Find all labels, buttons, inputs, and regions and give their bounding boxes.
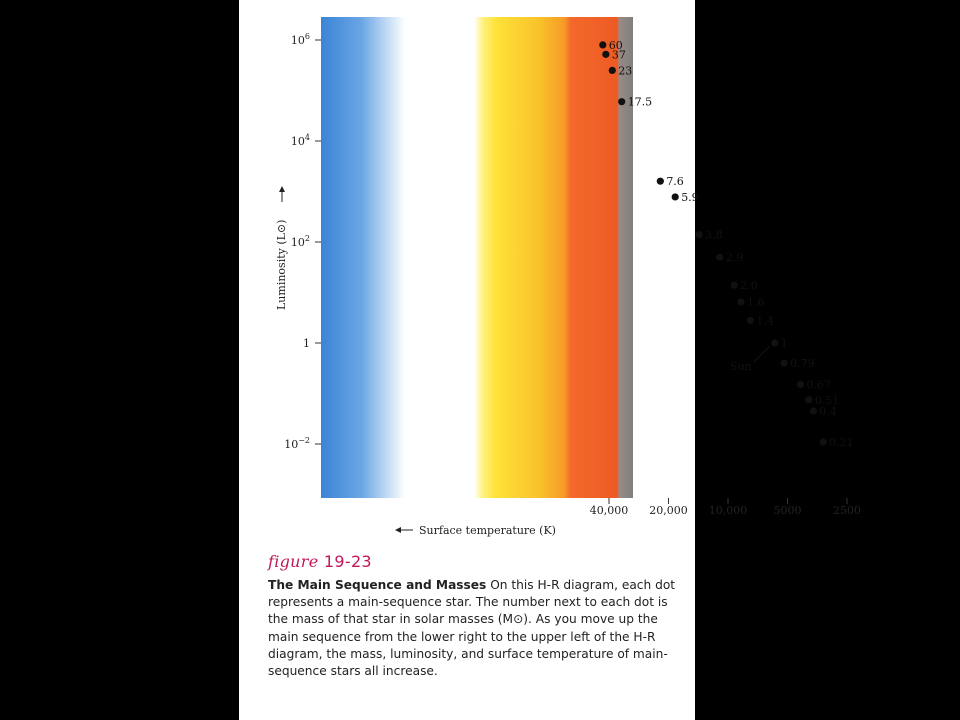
star-dot <box>737 298 744 305</box>
figure-word: figure <box>268 552 319 571</box>
x-tick-label: 5000 <box>773 504 802 517</box>
caption-body: On this H-R diagram, each dot represents a main-sequence star. The number next to each dot is the mass of that star in solar masses (M⊙). As you move up the main sequence from the lower right to the upper left of the H-R diagram, the mass, luminosity, and surface temperature of main-sequence stars all increase. <box>268 578 676 679</box>
star-mass-label: 0.21 <box>829 435 854 449</box>
y-tick-base: 10 <box>290 135 305 148</box>
x-tick-label: 10,000 <box>708 504 748 517</box>
sun-annotation <box>730 346 770 373</box>
y-tick-label <box>303 337 310 350</box>
star-mass-label: 0.79 <box>790 357 815 371</box>
y-tick-exponent: 6 <box>304 32 310 41</box>
star-dot <box>618 98 625 105</box>
star-mass-label: 2.0 <box>740 279 758 293</box>
star-mass-label: 5.9 <box>681 190 699 204</box>
star-dot <box>609 67 616 74</box>
star-dot <box>696 231 703 238</box>
star-mass-label: 1 <box>780 337 788 350</box>
star-dot <box>602 51 609 58</box>
x-axis <box>590 498 861 517</box>
y-axis <box>284 32 321 451</box>
star-mass-label: 7.6 <box>666 175 684 189</box>
y-tick-base: 10 <box>284 438 299 451</box>
x-axis-title <box>395 524 556 537</box>
star-mass-label: 1.6 <box>746 295 765 309</box>
star-dot <box>731 282 738 289</box>
x-axis-label: Surface temperature (K) <box>419 524 556 537</box>
x-tick-label: 2500 <box>833 504 861 517</box>
y-tick-label <box>291 234 310 249</box>
star-mass-label: 37 <box>611 48 626 62</box>
star-mass-label: 2.9 <box>725 251 744 265</box>
sun-label: Sun <box>730 360 752 373</box>
x-axis-arrowhead <box>395 527 401 533</box>
star-dot <box>810 407 817 414</box>
star-mass-label: 23 <box>618 64 633 78</box>
y-axis-label: Luminosity (L⊙) <box>275 219 288 310</box>
plot-background <box>321 17 633 498</box>
x-tick-label: 40,000 <box>589 504 629 517</box>
figure-title <box>268 552 678 571</box>
y-tick-exponent: 2 <box>304 234 310 243</box>
y-tick-base: 1 <box>303 337 310 350</box>
caption-text <box>268 577 678 680</box>
x-tick-label: 20,000 <box>649 504 688 517</box>
figure-number: 19-23 <box>323 552 372 571</box>
hr-diagram <box>239 0 861 550</box>
star-dot <box>657 178 664 185</box>
star-dot <box>599 41 606 48</box>
y-tick-label <box>291 32 310 47</box>
y-axis-arrowhead <box>279 186 285 192</box>
y-tick-label <box>284 436 310 451</box>
textbook-page <box>239 0 861 720</box>
data-points <box>599 39 853 449</box>
star-dot <box>747 317 754 324</box>
star-mass-label: 0.51 <box>814 393 840 407</box>
y-tick-base: 10 <box>290 236 305 249</box>
star-mass-label: 1.4 <box>756 314 774 328</box>
sun-pointer-line <box>754 346 770 362</box>
y-tick-exponent: −2 <box>298 436 310 445</box>
star-mass-label: 3.8 <box>705 228 723 242</box>
y-tick-base: 10 <box>290 34 305 47</box>
y-tick-label <box>291 133 310 148</box>
caption-heading: The Main Sequence and Masses <box>268 578 487 592</box>
star-mass-label: 0.67 <box>806 378 831 392</box>
star-mass-label: 0.4 <box>819 405 837 419</box>
star-dot <box>805 396 812 403</box>
figure-caption <box>268 552 678 680</box>
star-dot <box>781 359 788 366</box>
y-tick-exponent: 4 <box>304 133 310 142</box>
star-dot <box>716 254 723 261</box>
y-axis-title <box>275 186 288 310</box>
star-mass-label: 17.5 <box>627 95 653 109</box>
star-dot <box>771 339 778 346</box>
star-mass-label: 60 <box>608 38 623 52</box>
star-dot <box>820 438 827 445</box>
star-dot <box>797 381 804 388</box>
star-dot <box>672 193 679 200</box>
